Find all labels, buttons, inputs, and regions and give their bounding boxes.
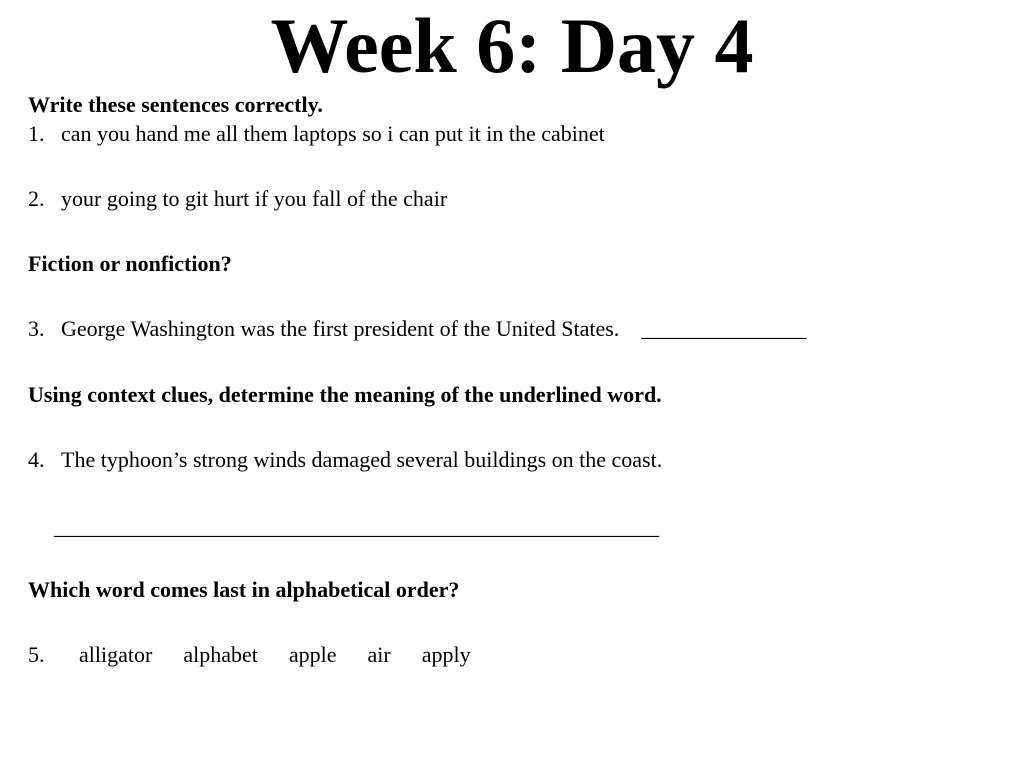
question-text: George Washington was the first president of the United States.	[61, 316, 620, 341]
question-text: The typhoon’s strong winds damaged several buildings on the coast.	[61, 447, 663, 472]
question-number: 5.	[28, 642, 45, 667]
question-5	[28, 642, 471, 668]
question-4	[28, 447, 662, 473]
question-1	[28, 121, 605, 147]
question-2	[28, 186, 447, 212]
question-text: your going to git hurt if you fall of the chair	[61, 186, 448, 211]
answer-line: _______________________________________________________	[54, 514, 659, 539]
question-number: 3.	[28, 316, 45, 341]
section-heading-correct-sentences: Write these sentences correctly.	[28, 92, 323, 117]
word-option: air	[367, 642, 391, 667]
section-heading-context-clues: Using context clues, determine the meaning of the underlined word.	[28, 382, 662, 407]
word-option: alligator	[79, 642, 153, 667]
word-option: apple	[288, 642, 337, 667]
question-3	[28, 316, 806, 342]
word-option: alphabet	[183, 642, 258, 667]
question-number: 2.	[28, 186, 45, 211]
question-text: can you hand me all them laptops so i can put it in the cabinet	[61, 121, 605, 146]
answer-blank: _______________	[641, 316, 807, 341]
section-heading-fiction-nonfiction: Fiction or nonfiction?	[28, 251, 232, 276]
page-title: Week 6: Day 4	[270, 2, 754, 89]
section-heading-alphabetical-order: Which word comes last in alphabetical order?	[28, 577, 460, 602]
question-number: 4.	[28, 447, 45, 472]
word-option: apply	[421, 642, 471, 667]
question-number: 1.	[28, 121, 45, 146]
